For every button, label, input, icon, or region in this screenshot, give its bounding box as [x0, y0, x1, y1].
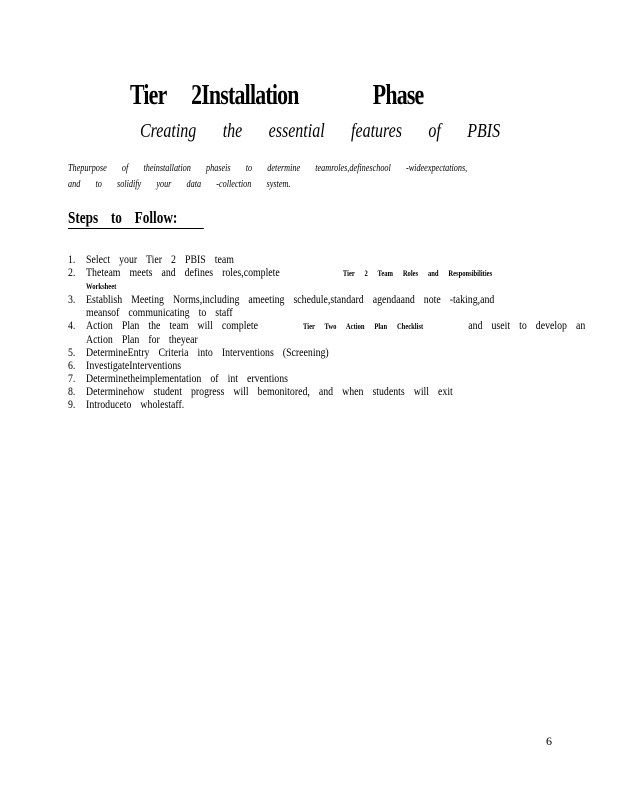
steps-heading: Steps to Follow: — [68, 208, 204, 229]
step-text: Determinehow student progress will bemonitored, and when students will exit — [86, 384, 453, 398]
step-number: 4. — [68, 318, 76, 332]
step-checklist-ref: Tier Two Action Plan Checklist — [303, 322, 424, 331]
purpose-line-2: and to solidify your data -collection system. — [68, 179, 291, 190]
step-number: 9. — [68, 397, 76, 411]
step-text-after: and useit to develop an — [468, 318, 586, 332]
step-number: 3. — [68, 292, 76, 306]
step-text: Determinetheimplementation of int erventions — [86, 371, 288, 385]
list-item — [68, 293, 560, 319]
purpose-line-1: Thepurpose of theinstallation phaseis to determine teamroles,defineschool -wideexpectations, — [68, 163, 468, 174]
title-phase: Phase — [372, 80, 424, 111]
title-main: Tier 2Installation — [130, 80, 299, 111]
list-item — [68, 398, 560, 411]
step-text: Select your Tier 2 PBIS team — [86, 252, 234, 266]
step-number: 8. — [68, 384, 76, 398]
steps-list — [68, 252, 586, 411]
step-text-cont: Action Plan for theyear — [86, 332, 198, 346]
step-worksheet-ref: Tier 2 Team Roles and Responsibilities — [342, 269, 493, 278]
list-item — [68, 318, 586, 346]
step-text: DetermineEntry Criteria into Interventions (Screening) — [86, 345, 329, 359]
step-number: 1. — [68, 252, 76, 266]
purpose-paragraph — [68, 161, 527, 193]
page-title — [130, 80, 424, 112]
step-text: Action Plan the team will complete — [86, 318, 258, 332]
step-number: 7. — [68, 371, 76, 385]
step-number: 6. — [68, 358, 76, 372]
step-text: InvestigateInterventions — [86, 358, 182, 372]
step-text: Introduceto wholestaff. — [86, 397, 185, 411]
step-worksheet-ref-cont: Worksheet — [86, 282, 117, 291]
page-number: 6 — [546, 734, 552, 748]
page-subtitle: Creating the essential features of PBIS — [140, 120, 501, 142]
list-item — [68, 266, 560, 293]
step-text-cont: meansof communicating to staff — [86, 305, 233, 319]
step-text: Establish Meeting Norms,including ameeting schedule,standard agendaand note -taking,and — [86, 292, 495, 306]
step-number: 5. — [68, 345, 76, 359]
step-number: 2. — [68, 265, 76, 279]
step-text: Theteam meets and defines roles,complete — [86, 265, 280, 279]
